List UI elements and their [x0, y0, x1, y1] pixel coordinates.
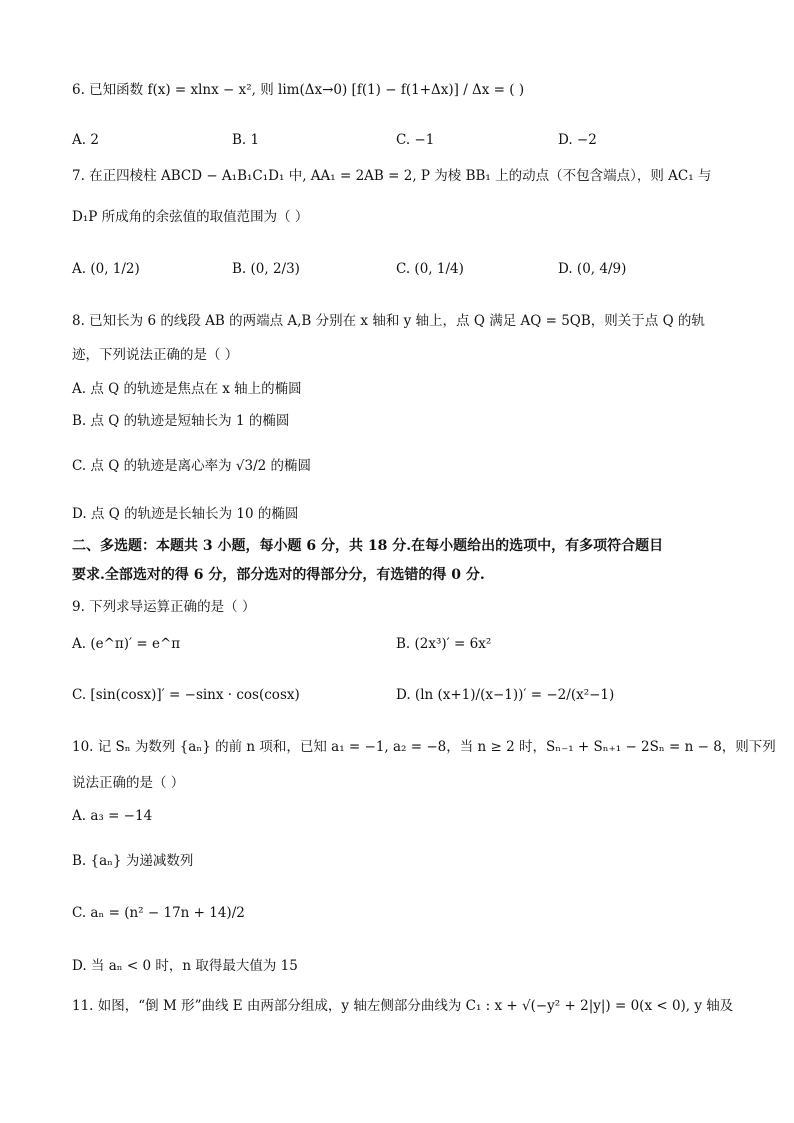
section2-heading: 二、多选题：本题共 3 小题，每小题 6 分，共 18 分.在每小题给出的选项中，有多项符合题目 [72, 538, 664, 554]
q6-stem: 6. 已知函数 f(x) = xlnx − x², 则 lim(Δx→0) [f(1) − f(1+Δx)] / Δx = ( ) [72, 82, 525, 98]
q10-stem-line1: 10. 记 Sₙ 为数列 {aₙ} 的前 n 项和，已知 a₁ = −1, a₂ = −8，当 n ≥ 2 时，Sₙ₋₁ + Sₙ₊₁ − 2Sₙ = n − 8，则下列 [72, 739, 776, 755]
q8-option-a: A. 点 Q 的轨迹是焦点在 x 轴上的椭圆 [72, 381, 302, 397]
section2-heading-line2: 要求.全部选对的得 6 分，部分选对的得部分分，有选错的得 0 分. [72, 567, 485, 583]
q10-option-c: C. aₙ = (n² − 17n + 14)/2 [72, 905, 245, 921]
q7-stem-line2: D₁P 所成角的余弦值的取值范围为（ ） [72, 209, 309, 225]
q8-option-b: B. 点 Q 的轨迹是短轴长为 1 的椭圆 [72, 413, 290, 429]
q11-stem-line1: 11. 如图，“倒 M 形”曲线 E 由两部分组成，y 轴左侧部分曲线为 C₁ : x + √(−y² + 2|y|) = 0(x < 0), y 轴及 [72, 998, 734, 1014]
q7-option-c: C. (0, 1/4) [396, 261, 464, 277]
q7-option-a: A. (0, 1/2) [72, 261, 140, 277]
q6-option-b: B. 1 [232, 132, 260, 148]
q8-option-c: C. 点 Q 的轨迹是离心率为 √3/2 的椭圆 [72, 458, 311, 474]
q7-option-d: D. (0, 4/9) [558, 261, 627, 277]
q9-option-a: A. (e^π)′ = e^π [72, 636, 181, 652]
q7-stem-line1: 7. 在正四棱柱 ABCD − A₁B₁C₁D₁ 中, AA₁ = 2AB = 2, P 为棱 BB₁ 上的动点（不包含端点），则 AC₁ 与 [72, 168, 712, 184]
q9-option-c: C. [sin(cosx)]′ = −sinx · cos(cosx) [72, 687, 300, 703]
q6-option-c: C. −1 [396, 132, 435, 148]
q10-option-a: A. a₃ = −14 [72, 808, 153, 824]
q8-option-d: D. 点 Q 的轨迹是长轴长为 10 的椭圆 [72, 506, 299, 522]
q8-stem-line1: 8. 已知长为 6 的线段 AB 的两端点 A,B 分别在 x 轴和 y 轴上，点 Q 满足 AQ = 5QB，则关于点 Q 的轨 [72, 313, 705, 329]
q7-option-b: B. (0, 2/3) [232, 261, 300, 277]
q10-stem-line2: 说法正确的是（ ） [72, 775, 185, 791]
q8-stem-line2: 迹，下列说法正确的是（ ） [72, 347, 239, 363]
q9-option-d: D. (ln (x+1)/(x−1))′ = −2/(x²−1) [396, 687, 615, 703]
q9-stem: 9. 下列求导运算正确的是（ ） [72, 599, 256, 615]
q9-option-b: B. (2x³)′ = 6x² [396, 636, 492, 652]
q6-option-d: D. −2 [558, 132, 597, 148]
q10-option-d: D. 当 aₙ < 0 时，n 取得最大值为 15 [72, 958, 298, 974]
q10-option-b: B. {aₙ} 为递减数列 [72, 853, 194, 869]
q6-option-a: A. 2 [72, 132, 99, 148]
